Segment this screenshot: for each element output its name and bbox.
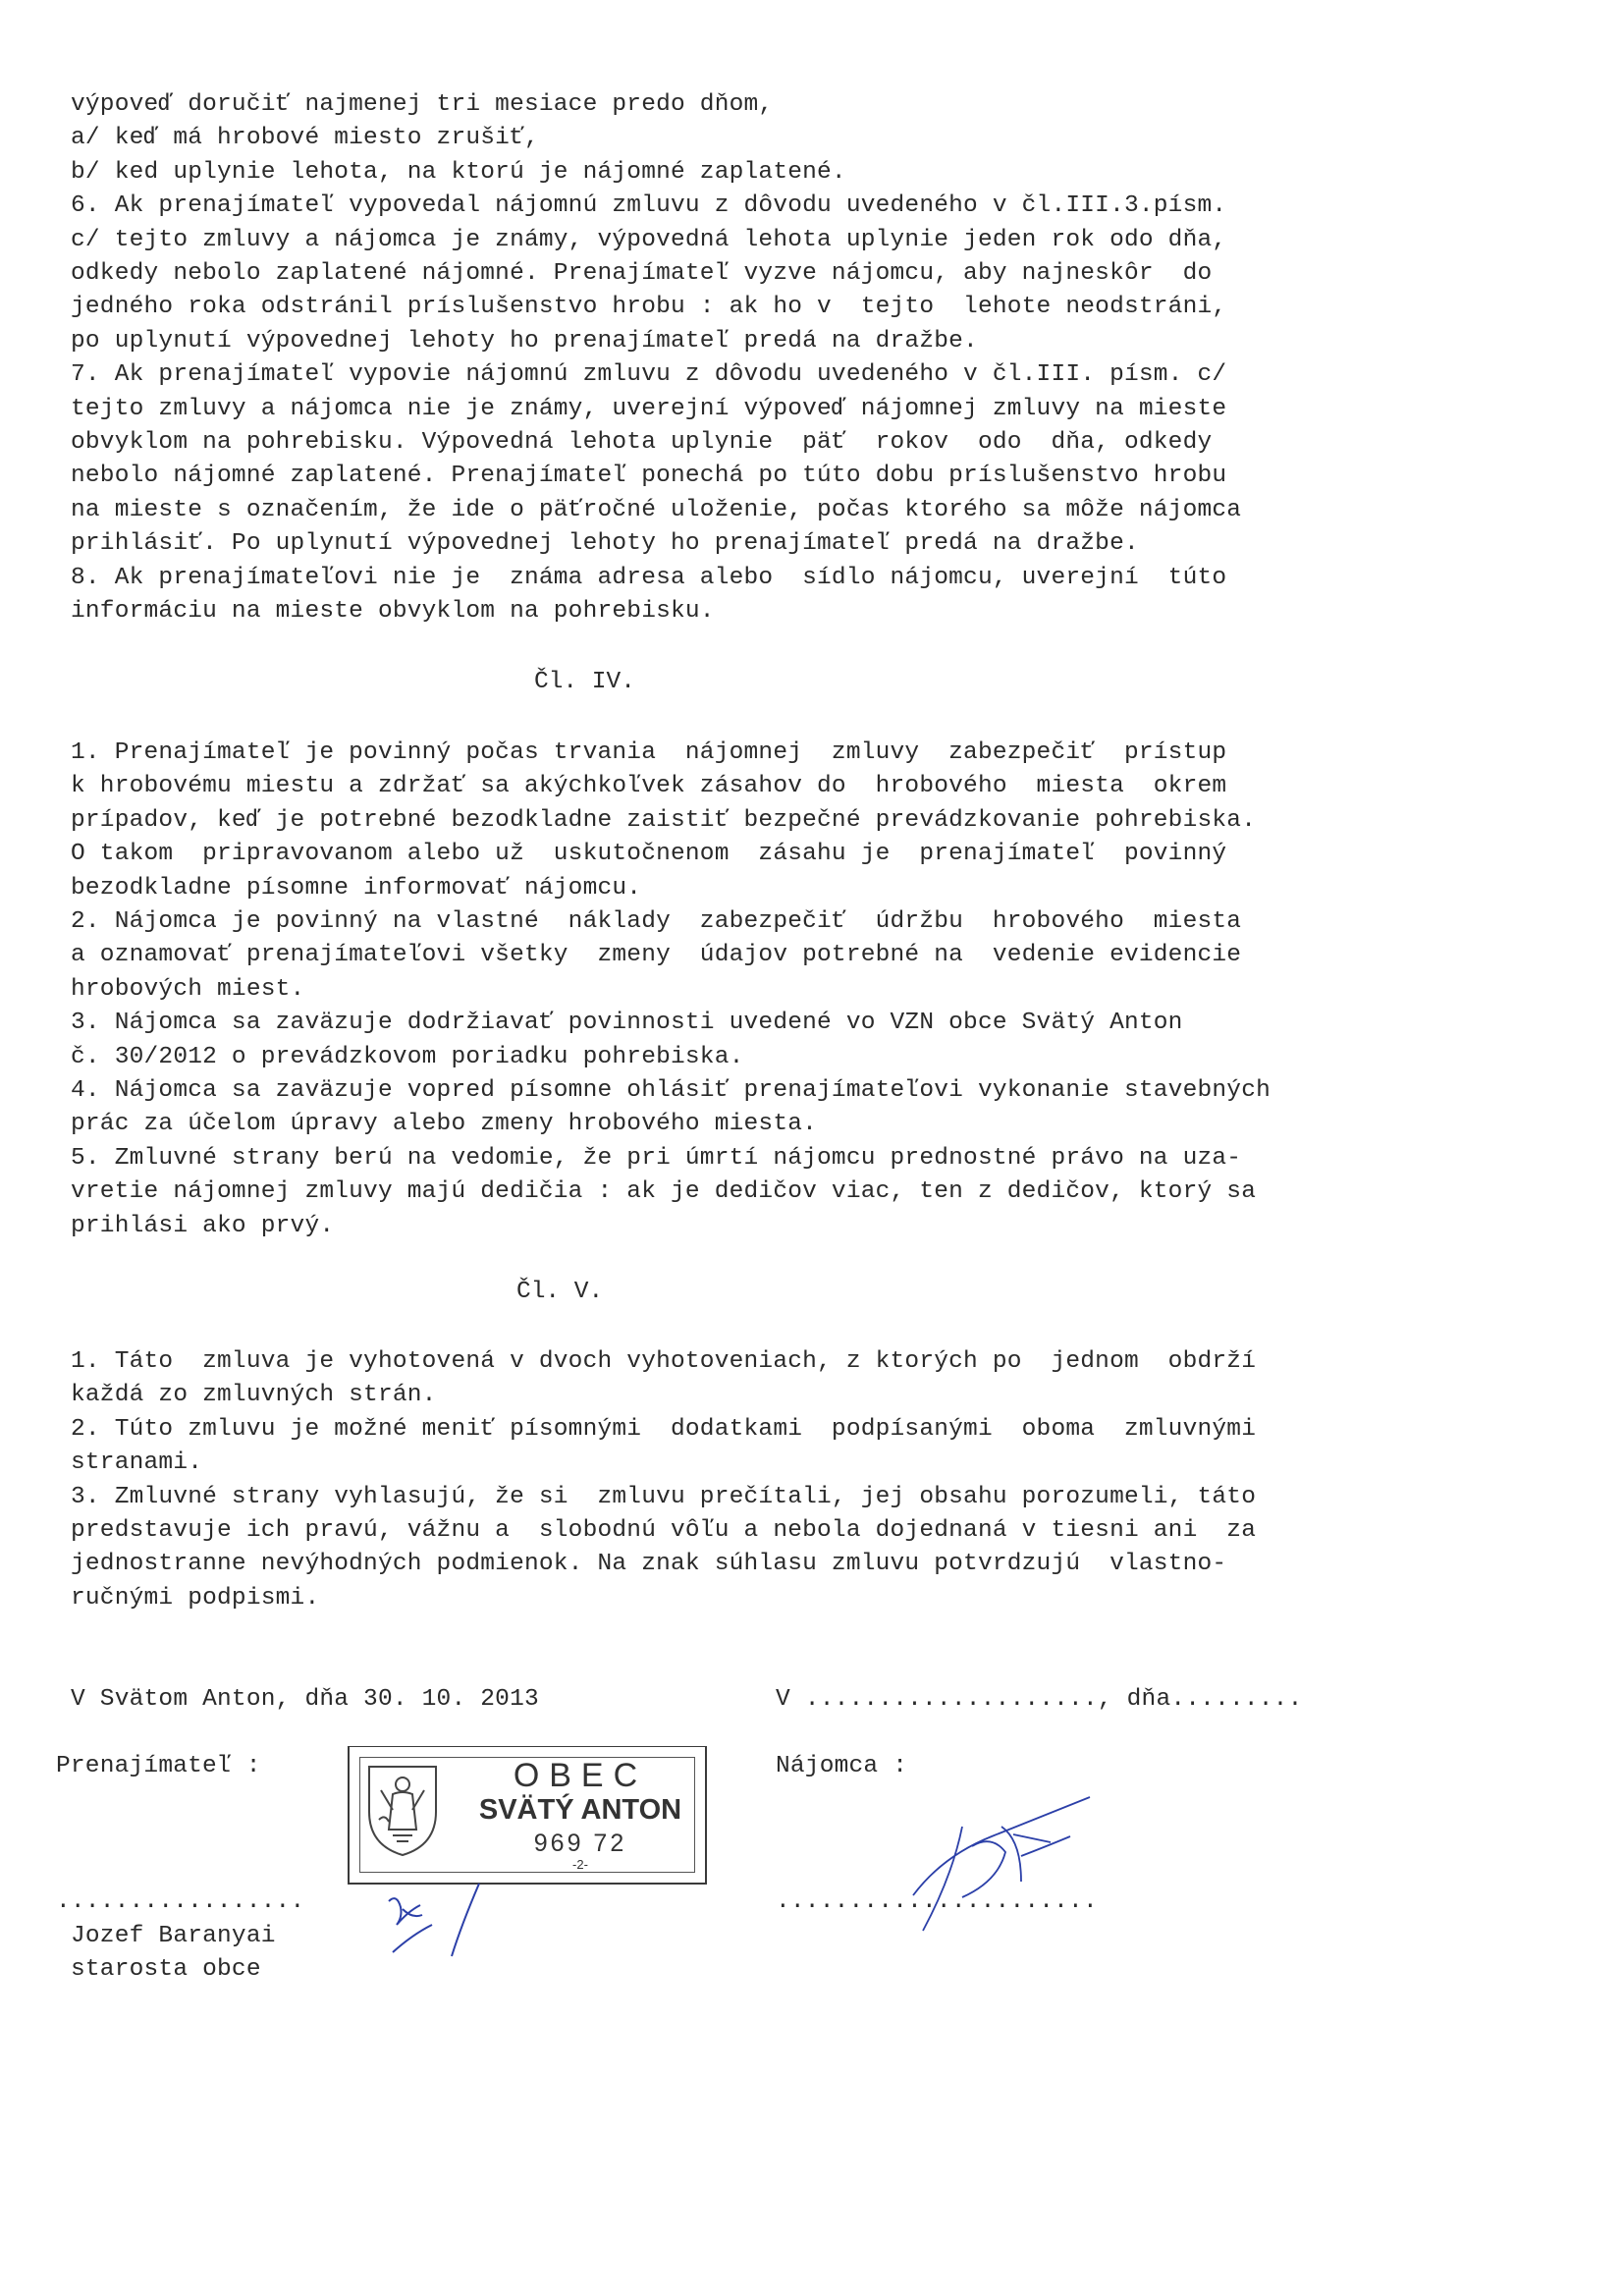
- article-v-text-line: jednostranne nevýhodných podmienok. Na znak súhlasu zmluvu potvrdzujú vlastno-: [71, 1551, 1227, 1578]
- body-text-line: výpoveď doručiť najmenej tri mesiace predo dňom,: [71, 91, 774, 118]
- article-iv-text-line: k hrobovému miestu a zdržať sa akýchkoľvek zásahov do hrobového miesta okrem: [71, 773, 1227, 800]
- body-text-line: 8. Ak prenajímateľovi nie je známa adresa alebo sídlo nájomcu, uverejní túto: [71, 564, 1227, 591]
- article-v-text-line: každá zo zmluvných strán.: [71, 1382, 437, 1409]
- article-iv-text-line: vretie nájomnej zmluvy majú dedičia : ak je dedičov viac, ten z dedičov, ktorý sa: [71, 1178, 1257, 1206]
- article-iv-text-line: prihlási ako prvý.: [71, 1212, 335, 1239]
- body-text-line: obvyklom na pohrebisku. Výpovedná lehota uplynie päť rokov odo dňa, odkedy: [71, 429, 1213, 456]
- body-text-line: b/ ked uplynie lehota, na ktorú je nájomné zaplatené.: [71, 158, 846, 186]
- stamp-line-name: SVÄTÝ ANTON: [478, 1794, 682, 1826]
- lessor-label: Prenajímateľ :: [56, 1753, 261, 1779]
- article-v-text-line: stranami.: [71, 1449, 203, 1477]
- article-iv-text-line: 2. Nájomca je povinný na vlastné náklady zabezpečiť údržbu hrobového miesta: [71, 908, 1242, 935]
- body-text-line: po uplynutí výpovednej lehoty ho prenajímateľ predá na dražbe.: [71, 327, 978, 355]
- body-text-line: tejto zmluvy a nájomca nie je známy, uverejní výpoveď nájomnej zmluvy na mieste: [71, 395, 1227, 422]
- article-v-text-line: predstavuje ich pravú, vážnu a slobodnú vôľu a nebola dojednaná v tiesni ani za: [71, 1517, 1257, 1544]
- signature-line-left: .................: [56, 1888, 305, 1915]
- lessee-label: Nájomca :: [776, 1753, 908, 1779]
- article-iv-text-line: 3. Nájomca sa zaväzuje dodržiavať povinnosti uvedené vo VZN obce Svätý Anton: [71, 1010, 1183, 1037]
- article-iv-text-line: prípadov, keď je potrebné bezodkladne zaistiť bezpečné prevádzkovanie pohrebiska.: [71, 806, 1257, 834]
- signer-name: Jozef Baranyai: [71, 1923, 276, 1949]
- article-iv-text-line: prác za účelom úpravy alebo zmeny hrobového miesta.: [71, 1111, 818, 1138]
- article-iv-text-line: 5. Zmluvné strany berú na vedomie, že pri úmrtí nájomcu prednostné právo na uza-: [71, 1144, 1242, 1172]
- article-v-text-line: 2. Túto zmluvu je možné meniť písomnými dodatkami podpísanými oboma zmluvnými: [71, 1415, 1257, 1443]
- article-v-text-line: 3. Zmluvné strany vyhlasujú, že si zmluvu prečítali, jej obsahu porozumeli, táto: [71, 1483, 1257, 1510]
- body-text-line: a/ keď má hrobové miesto zrušiť,: [71, 125, 539, 152]
- body-text-line: odkedy nebolo zaplatené nájomné. Prenajímateľ vyzve nájomcu, aby najneskôr do: [71, 260, 1213, 287]
- article-v-heading: Čl. V.: [516, 1279, 604, 1305]
- body-text-line: 7. Ak prenajímateľ vypovie nájomnú zmluvu z dôvodu uvedeného v čl.III. písm. c/: [71, 361, 1227, 389]
- coat-of-arms-icon: [363, 1761, 442, 1859]
- lessor-signature-icon: [383, 1876, 501, 1964]
- article-iv-heading: Čl. IV.: [534, 669, 635, 695]
- signature-line-right: ......................: [776, 1888, 1098, 1915]
- body-text-line: nebolo nájomné zaplatené. Prenajímateľ ponechá po túto dobu príslušenstvo hrobu: [71, 463, 1227, 490]
- body-text-line: c/ tejto zmluvy a nájomca je známy, výpovedná lehota uplynie jeden rok odo dňa,: [71, 226, 1227, 253]
- article-iv-text-line: O takom pripravovanom alebo už uskutočnenom zásahu je prenajímateľ povinný: [71, 841, 1227, 868]
- lessee-signature-icon: [903, 1787, 1100, 1935]
- body-text-line: na mieste s označením, že ide o päťročné uloženie, počas ktorého sa môže nájomca: [71, 496, 1242, 523]
- article-v-text-line: ručnými podpismi.: [71, 1584, 320, 1612]
- article-iv-text-line: 1. Prenajímateľ je povinný počas trvania nájomnej zmluvy zabezpečiť prístup: [71, 739, 1227, 766]
- body-text-line: jedného roka odstránil príslušenstvo hrobu : ak ho v tejto lehote neodstráni,: [71, 294, 1227, 321]
- body-text-line: prihlásiť. Po uplynutí výpovednej lehoty ho prenajímateľ predá na dražbe.: [71, 530, 1139, 558]
- article-iv-text-line: bezodkladne písomne informovať nájomcu.: [71, 874, 642, 902]
- body-text-line: informáciu na mieste obvyklom na pohrebisku.: [71, 598, 715, 625]
- stamp-line-obec: OBEC: [513, 1757, 648, 1794]
- article-iv-text-line: 4. Nájomca sa zaväzuje vopred písomne ohlásiť prenajímateľovi vykonanie stavebných: [71, 1077, 1271, 1104]
- stamp-line-zip: 969 72: [533, 1830, 627, 1857]
- article-iv-text-line: a oznamovať prenajímateľovi všetky zmeny údajov potrebné na vedenie evidencie: [71, 942, 1242, 969]
- place-date-right: V ...................., dňa.........: [776, 1686, 1303, 1713]
- article-v-text-line: 1. Táto zmluva je vyhotovená v dvoch vyhotoveniach, z ktorých po jednom obdrží: [71, 1348, 1257, 1375]
- article-iv-text-line: hrobových miest.: [71, 975, 305, 1003]
- body-text-line: 6. Ak prenajímateľ vypovedal nájomnú zmluvu z dôvodu uvedeného v čl.III.3.písm.: [71, 192, 1227, 220]
- signer-title: starosta obce: [71, 1956, 261, 1983]
- article-iv-text-line: č. 30/2012 o prevádzkovom poriadku pohrebiska.: [71, 1043, 744, 1070]
- stamp-line-number: -2-: [572, 1857, 588, 1872]
- municipal-stamp: [348, 1746, 707, 1885]
- place-date-left: V Svätom Anton, dňa 30. 10. 2013: [71, 1686, 539, 1713]
